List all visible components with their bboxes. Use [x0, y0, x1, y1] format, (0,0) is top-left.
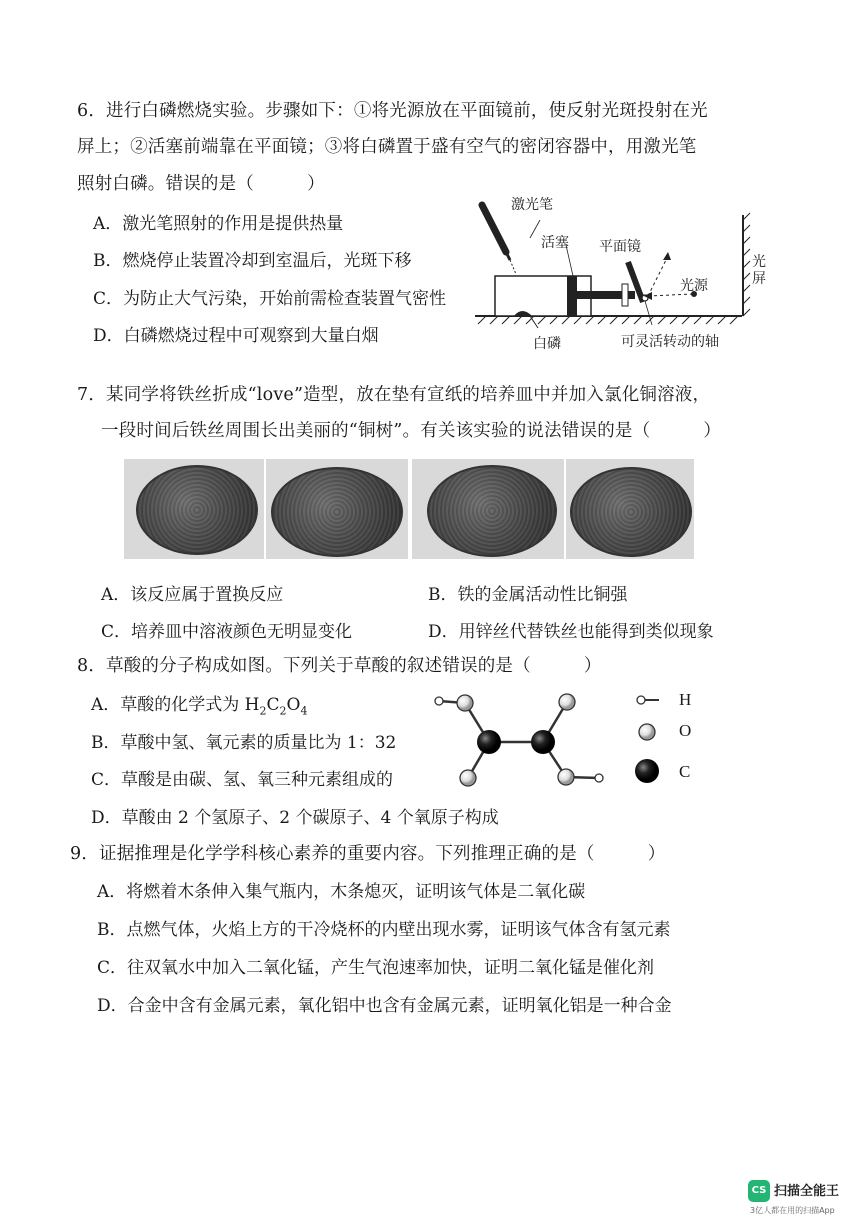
- legend-h: H: [679, 690, 692, 709]
- label-rotating-axis: 可灵活转动的轴: [621, 334, 719, 350]
- q9-stem: 9．证据推理是化学学科核心素养的重要内容。下列推理正确的是（ ）: [70, 844, 666, 864]
- q9-option-c: C．往双氧水中加入二氧化锰，产生气泡速率加快，证明二氧化锰是催化剂: [97, 958, 655, 978]
- copper-tree-photo-2: [266, 459, 408, 559]
- label-light-source: 光源: [680, 278, 708, 294]
- q6-option-a: A．激光笔照射的作用是提供热量: [93, 214, 344, 234]
- label-laser-pen: 激光笔: [511, 197, 553, 213]
- scanner-app-logo: CS: [748, 1180, 770, 1202]
- legend-o: O: [679, 721, 692, 740]
- q7-option-d: D．用锌丝代替铁丝也能得到类似现象: [428, 622, 714, 642]
- oxalic-acid-molecule-model: [425, 685, 615, 790]
- q9-option-d: D．合金中含有金属元素，氧化铝中也含有金属元素，证明氧化铝是一种合金: [97, 996, 672, 1016]
- molecule-legend-symbols: [633, 690, 669, 785]
- q6-option-c: C．为防止大气污染，开始前需检查装置气密性: [93, 289, 447, 309]
- q7-option-a: A．该反应属于置换反应: [101, 585, 284, 605]
- q7-option-b: B．铁的金属活动性比铜强: [428, 585, 628, 605]
- copper-tree-photo-4: [566, 459, 694, 559]
- q8-stem: 8．草酸的分子构成如图。下列关于草酸的叙述错误的是（ ）: [77, 656, 602, 676]
- q7-stem-line-2: 一段时间后铁丝周围长出美丽的“铜树”。有关该实验的说法错误的是（ ）: [101, 421, 722, 441]
- label-plane-mirror: 平面镜: [599, 239, 641, 255]
- copper-tree-photo-1: [124, 459, 264, 559]
- copper-tree-photo-3: [412, 459, 564, 559]
- q8-option-a: A．草酸的化学式为 $H_2C_2O_4$: [91, 695, 308, 718]
- q8-option-c: C．草酸是由碳、氢、氧三种元素组成的: [91, 770, 394, 790]
- label-white-phosphorus: 白磷: [533, 336, 561, 352]
- q6-option-b: B．燃烧停止装置冷却到室温后，光斑下移: [93, 251, 412, 271]
- scanner-app-tagline: 3亿人都在用的扫描App: [750, 1206, 835, 1215]
- label-light-screen: 光屏: [752, 254, 766, 287]
- q6-stem-line-2: 屏上；②活塞前端靠在平面镜；③将白磷置于盛有空气的密闭容器中，用激光笔: [77, 137, 697, 157]
- q6-option-d: D．白磷燃烧过程中可观察到大量白烟: [93, 326, 379, 346]
- legend-c: C: [679, 762, 691, 781]
- q6-stem-line-3: 照射白磷。错误的是（ ）: [77, 174, 325, 194]
- q7-option-c: C．培养皿中溶液颜色无明显变化: [101, 622, 353, 642]
- q8-option-d: D．草酸由 2 个氢原子、2 个碳原子、4 个氧原子构成: [91, 808, 499, 828]
- q6-stem-line-1: 6．进行白磷燃烧实验。步骤如下：①将光源放在平面镜前，使反射光斑投射在光: [77, 101, 708, 121]
- q8-option-b: B．草酸中氢、氧元素的质量比为 1：32: [91, 733, 397, 753]
- scanner-app-name: 扫描全能王: [774, 1184, 840, 1199]
- q7-stem-line-1: 7．某同学将铁丝折成“love”造型，放在垫有宣纸的培养皿中并加入氯化铜溶液，: [77, 385, 711, 405]
- label-piston: 活塞: [541, 235, 569, 251]
- q9-option-b: B．点燃气体，火焰上方的干冷烧杯的内壁出现水雾，证明该气体含有氢元素: [97, 920, 671, 940]
- q9-option-a: A．将燃着木条伸入集气瓶内，木条熄灭，证明该气体是二氧化碳: [97, 882, 586, 902]
